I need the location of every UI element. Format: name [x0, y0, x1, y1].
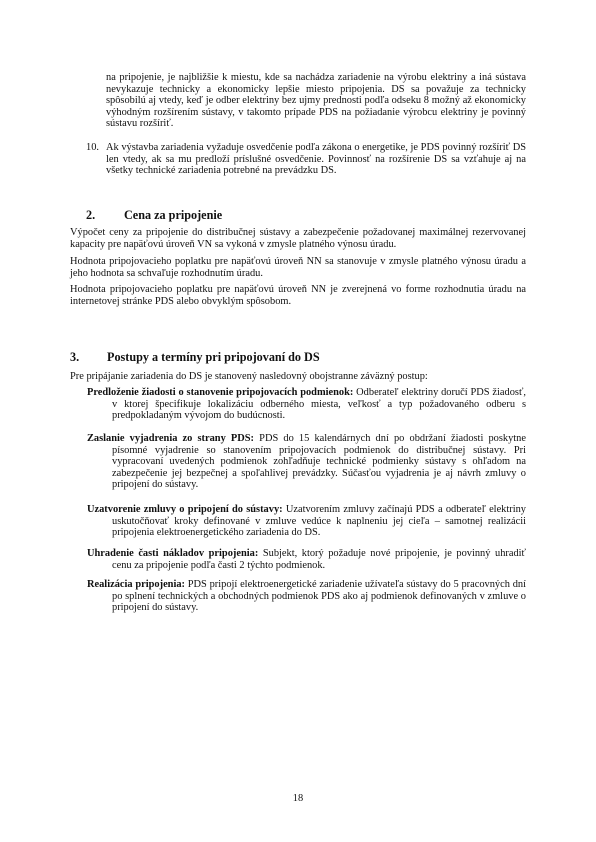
item-10-number: 10. — [86, 142, 99, 153]
section-2-number: 2. — [86, 208, 96, 222]
section-3-number: 3. — [70, 350, 80, 364]
procedure-step — [87, 387, 526, 422]
section-2-title: Cena za pripojenie — [124, 208, 223, 222]
section-3-heading — [70, 350, 320, 364]
section-2-paragraph-3: Hodnota pripojovacieho poplatku pre napäťovú úroveň NN je zverejnená vo forme rozhodnutia úradu na internetovej stránke PDS alebo obvyklým spôsobom. — [70, 284, 526, 307]
procedure-step-title: Realizácia pripojenia: — [87, 579, 185, 590]
procedure-step — [87, 433, 526, 491]
procedure-step — [87, 504, 526, 539]
procedure-step-title: Uzatvorenie zmluvy o pripojení do sústavy: — [87, 504, 283, 515]
procedure-step-text: PDS pripojí elektroenergetické zariadenie užívateľa sústavy do 5 pracovných dní po splnení technických a obchodných podmienok PDS ako aj podmienok definovaných v zmluve o pripojení do sústavy. — [112, 579, 526, 614]
procedure-step-title: Predloženie žiadosti o stanovenie pripojovacích podmienok: — [87, 387, 354, 398]
procedure-step-text: PDS do 15 kalendárnych dní po obdržaní žiadosti poskytne písomné vyjadrenie so stanovením pripojovacích podmienok do distribučnej sústavy. Pri vypracovaní uvedených podmienok zohľadňuje technické podmienky sústavy s ohľadom na zabezpečenie jej bezpečnej a spoľahlivej prevádzky. Súčasťou vyjadrenia je aj návrh zmluvy o pripojení do sústavy. — [112, 433, 526, 491]
section-3-intro: Pre pripájanie zariadenia do DS je stanovený nasledovný obojstranne záväzný postup: — [70, 371, 428, 382]
section-2-paragraph-2: Hodnota pripojovacieho poplatku pre napäťovú úroveň NN sa stanovuje v zmysle platného výnosu úradu a jeho hodnota sa schvaľuje rozhodnutím úradu. — [70, 256, 526, 279]
section-3-title: Postupy a termíny pri pripojovaní do DS — [107, 350, 320, 364]
item-10-text: Ak výstavba zariadenia vyžaduje osvedčenie podľa zákona o energetike, je PDS povinný rozšíriť DS len vtedy, ak sa mu predloží príslušné osvedčenie. Povinnosť na rozšírenie DS sa vzťahuje aj na všetky technické zariadenia potrebné na prevádzku DS. — [106, 142, 526, 177]
procedure-step — [87, 548, 526, 571]
procedure-step-text: Uzatvorením zmluvy začínajú PDS a odberateľ elektriny uskutočňovať kroky definované v zmluve vedúce k naplneniu jej cieľa – samotnej realizácii pripojenia elektroenergetického zariadenia do DS. — [112, 504, 526, 539]
procedure-step — [87, 579, 526, 614]
procedure-step-title: Zaslanie vyjadrenia zo strany PDS: — [87, 433, 255, 444]
procedure-step-text: Odberateľ elektriny doručí PDS žiadosť, v ktorej špecifikuje lokalizáciu odberného miesta, veľkosť a typ požadovaného odberu s predpokladaným vývojom do budúcnosti. — [112, 387, 526, 422]
section-2-heading — [86, 208, 222, 222]
page-number: 18 — [292, 793, 304, 804]
item-9-continuation: na pripojenie, je najbližšie k miestu, kde sa nachádza zariadenie na výrobu elektriny a iná sústava nevykazuje technicky a ekonomicky lepšie miesto pripojenia. DS sa považuje za technicky spôsobilú aj vtedy, keď je odber elektriny bez ujmy prednosti podľa odseku 8 možný až ekonomicky výhodným rozšírením sústavy, v takomto prípade PDS na požiadanie výrobcu elektriny je povinný sústavu rozšíriť. — [106, 72, 526, 130]
procedure-step-title: Uhradenie časti nákladov pripojenia: — [87, 548, 259, 559]
procedure-step-text: Subjekt, ktorý požaduje nové pripojenie, je povinný uhradiť cenu za pripojenie podľa časti 2 týchto podmienok. — [112, 548, 526, 571]
section-2-paragraph-1: Výpočet ceny za pripojenie do distribučnej sústavy a zabezpečenie požadovanej maximálnej rezervovanej kapacity pre napäťovú úroveň VN sa vykoná v zmysle platného výnosu úradu. — [70, 227, 526, 250]
